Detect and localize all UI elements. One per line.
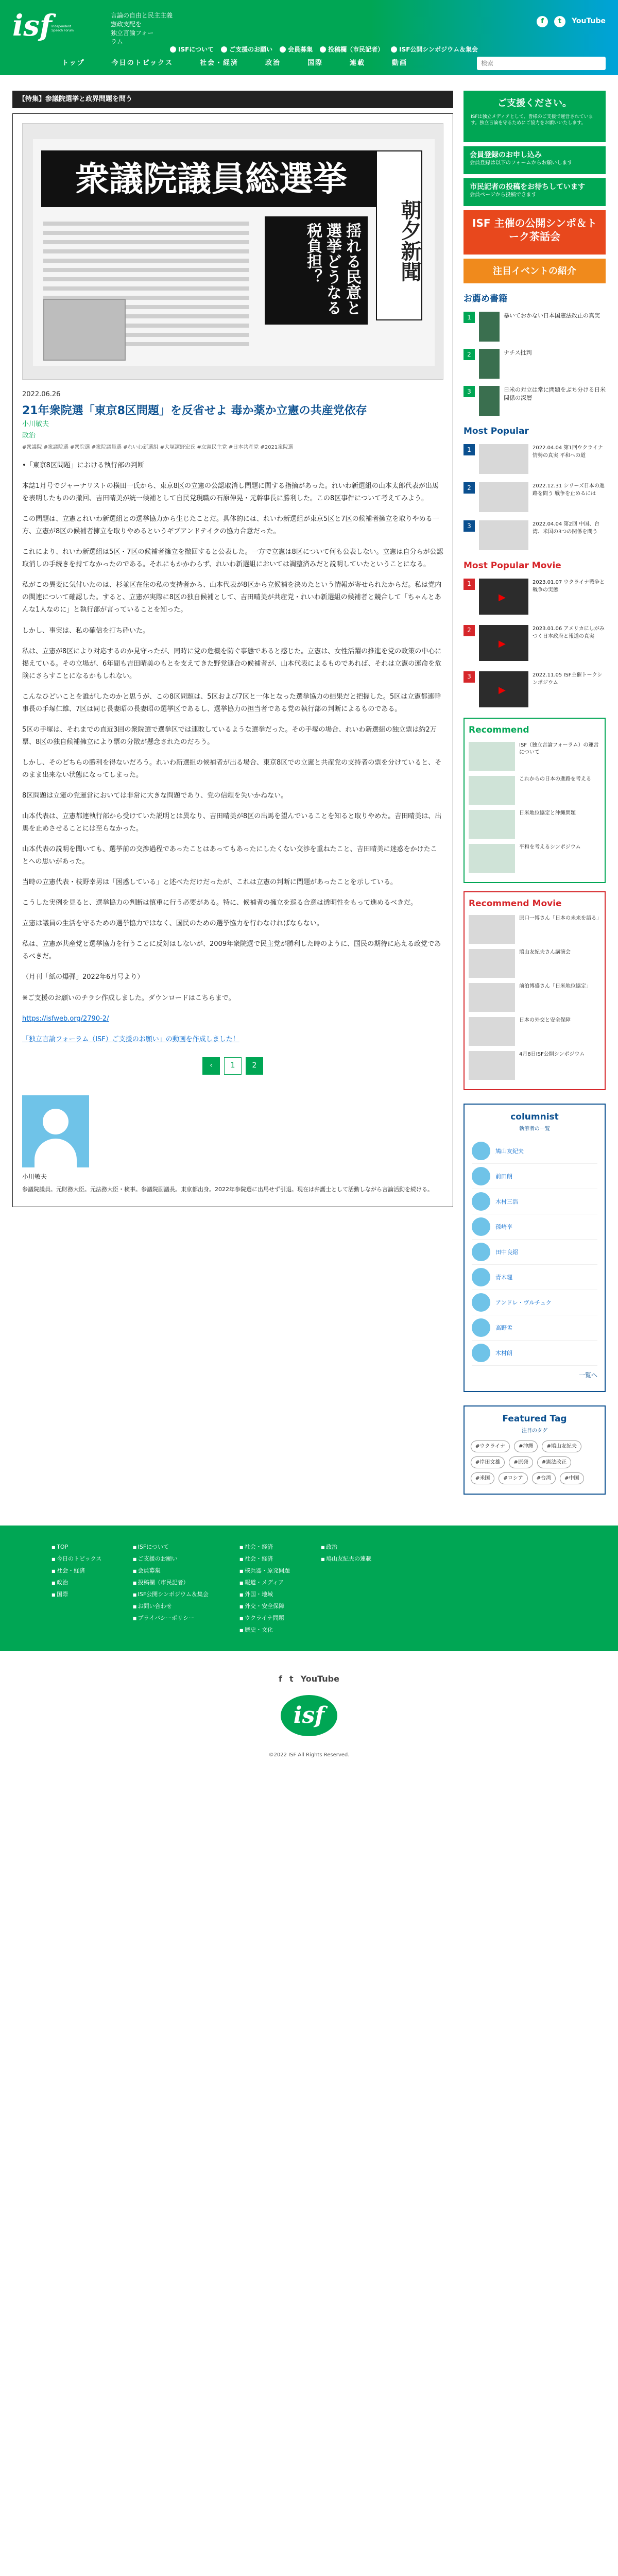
article <box>12 113 453 1207</box>
play-icon <box>479 579 528 615</box>
footer-link[interactable]: ■ 政治 <box>321 1541 371 1553</box>
footer-link[interactable]: ■ 外交・安全保障 <box>239 1600 290 1612</box>
columnist-name: アンドレ・ヴルチェク <box>495 1299 552 1306</box>
member-banner[interactable] <box>464 146 606 174</box>
book-item[interactable] <box>464 349 606 379</box>
movie-thumb <box>469 983 515 1012</box>
columnist-item[interactable] <box>472 1164 597 1189</box>
columnist-item[interactable] <box>472 1189 597 1214</box>
popular-heading: Most Popular <box>464 426 529 436</box>
support-note: ※ご支援のお願いのチラシ作成しました。ダウンロードはこちらまで。 <box>22 994 235 1002</box>
footer-link[interactable]: ■ 報道・メディア <box>239 1577 290 1588</box>
recommend-thumb <box>469 742 515 771</box>
recommend-movie-item[interactable] <box>469 949 600 978</box>
youtube-icon[interactable]: YouTube <box>572 17 606 25</box>
book-title: 日米の対立は常に問題をぶち分ける日米関係の深層 <box>504 386 606 402</box>
nav-politics[interactable]: 政治 <box>265 59 281 67</box>
columnist-item[interactable] <box>472 1139 597 1164</box>
recommend-item[interactable] <box>469 742 600 771</box>
tag-chip[interactable]: #憲法改正 <box>537 1456 571 1468</box>
footer-link[interactable]: ■ プライバシーポリシー <box>133 1612 209 1624</box>
facebook-icon[interactable]: f <box>537 16 548 27</box>
recommend-movie-title: 原口一博さん「日本の未来を語る」 <box>519 916 602 922</box>
avatar <box>472 1344 490 1362</box>
hero-image <box>22 123 443 380</box>
article-date: 2022.06.26 <box>22 391 61 399</box>
logo-text: isf <box>12 9 52 43</box>
recommend-title: 平和を考えるシンポジウム <box>519 844 581 850</box>
paragraph: 当時の立憲代表・枝野幸男は「困惑している」と述べただけだったが、これは立憲の判断に問題があったことを示している。 <box>22 878 397 887</box>
avatar <box>472 1268 490 1286</box>
tag-chip[interactable]: #原発 <box>509 1456 533 1468</box>
twitter-icon[interactable]: t <box>289 1673 294 1684</box>
footer-bottom <box>0 1651 618 1751</box>
footer-link[interactable]: ■ ご支援のお願い <box>133 1553 209 1565</box>
paragraph: こんなひどいことを誰がしたのかと思うが、この8区問題は、5区および7区と一体となった選挙協力の結果だと把握した。5区は立憲都連幹事長の手塚仁雄、7区は同じ長妻昭の長妻昭の選挙区であるし、選挙協力の担当者である党の執行部の判断によるものである。 <box>22 692 441 713</box>
book-title: ナチス批判 <box>504 349 532 356</box>
recommend-box <box>464 718 606 883</box>
tag-chip[interactable]: #ウクライナ <box>471 1440 510 1452</box>
main-column <box>12 91 453 1495</box>
site-description <box>111 11 173 46</box>
play-icon <box>479 671 528 707</box>
site-line: ラム <box>111 38 123 45</box>
recommend-title: ISF（独立言論フォーラム）の運営について <box>519 742 599 756</box>
footer-column-4 <box>321 1541 371 1636</box>
footer-column-1 <box>52 1541 102 1636</box>
rank-badge: 2 <box>464 482 475 494</box>
member-banner-sub: 会員登録は以下のフォームからお願いします <box>470 160 573 166</box>
rank-badge: 1 <box>464 444 475 455</box>
nav-international[interactable]: 国際 <box>307 59 323 67</box>
youtube-icon[interactable]: YouTube <box>300 1673 339 1684</box>
paragraph: 私がこの異変に気付いたのは、杉並区在住の私の支持者から、山本代表が8区から立候補を決めたという情報が寄せられたからだ。私は党内の関連について確認した。すると、立憲が実際に8区の独自候補として、吉田晴美が共産党・れいわ新選組の候補者と競合して「ちゃんとあんな1人なのに」と執行部が言っていることを知った。 <box>22 581 442 614</box>
recommend-item[interactable] <box>469 776 600 805</box>
movie-item[interactable] <box>464 625 606 661</box>
columnist-item[interactable] <box>472 1315 597 1341</box>
recommend-item[interactable] <box>469 810 600 839</box>
popular-title: 2022.04.04 第2回 中国、台湾、米国の3つの関係を問う <box>533 521 599 535</box>
nav-society[interactable]: 社会・経済 <box>199 59 238 67</box>
support-banner[interactable] <box>464 91 606 142</box>
footer-link[interactable]: ■ 歴史・文化 <box>239 1624 290 1636</box>
footer-link[interactable]: ■ 社会・経済 <box>52 1565 102 1577</box>
popular-title: 2022.04.04 第1回ウクライナ情勢の真実 平和への道 <box>533 445 603 459</box>
recommend-movie-title: 日本の外交と安全保障 <box>519 1018 571 1024</box>
movie-heading: Most Popular Movie <box>464 560 561 571</box>
avatar <box>472 1142 490 1160</box>
author-avatar <box>22 1095 89 1167</box>
columnist-name: 鳩山友紀夫 <box>495 1147 524 1155</box>
popular-thumb <box>479 444 528 474</box>
citizen-banner-head: 市民記者の投稿をお待ちしています <box>470 183 585 191</box>
avatar <box>472 1243 490 1261</box>
paragraph: しかし、そのどちらの勝利を得ないだろう。れいわ新選組の候補者が出る場合、東京8区での立憲と共産党の支持者の票を分けていると、そのまま出来ない状態になってしまった。 <box>22 758 442 779</box>
footer-link[interactable]: ■ ISFについて <box>133 1541 209 1553</box>
hero-side-headline: 揺れる民意と選挙どうなる税負担？ <box>265 216 368 325</box>
featured-tag-subheading: 注目のタグ <box>522 1428 547 1434</box>
rank-badge: 2 <box>464 349 475 360</box>
paragraph: こうした実例を見ると、選挙協力の判断は慎重に行う必要がある。特に、候補者の擁立を巡る合意は透明性をもって進めるべきだ。 <box>22 899 418 907</box>
support-banner-text: ISFは独立メディアとして、皆様のご支援で運営されています。独立言論を守るためにご協力をお願いいたします。 <box>471 114 593 126</box>
pager-page-2[interactable]: 2 <box>246 1057 263 1075</box>
recommend-movie-item[interactable] <box>469 1051 600 1080</box>
page-body <box>0 75 618 1495</box>
columnist-heading: columnist <box>510 1112 559 1123</box>
article-tags[interactable]: #衆議院 #衆議院選 #衆院選 #衆院議員選 #れいわ新選組 #大塚潔野宏氏 #立憲民主党 #日本共産党 #2021衆院選 <box>22 445 294 451</box>
movie-thumb <box>469 949 515 978</box>
utility-link-member[interactable] <box>280 44 313 55</box>
recommend-title: 日米地位協定と沖縄問題 <box>519 810 576 816</box>
utility-link-label: 会員募集 <box>288 46 313 53</box>
symposium-banner[interactable]: ISF 主催の公開シンポ＆トーク茶話会 <box>464 210 606 255</box>
footer-link[interactable]: ■ 国際 <box>52 1588 102 1600</box>
recommend-movie-box <box>464 891 606 1091</box>
utility-nav <box>170 44 478 55</box>
popular-item[interactable] <box>464 520 606 550</box>
paragraph: これにより、れいわ新選組は5区・7区の候補者擁立を撤回すると公表した。一方で立憲は8区について何も公表しない。立憲は自分らが公認取消しの手続きを持てなかったのである。それにもかかわらず、れいわ新選組においては調整済みだと説明していたということになる。 <box>22 548 443 569</box>
movie-thumb <box>469 1017 515 1046</box>
tag-chip[interactable]: #ロシア <box>499 1472 527 1484</box>
book-title: 暴いておかない日本国憲法改正の真実 <box>504 312 600 319</box>
columnist-item[interactable] <box>472 1265 597 1290</box>
columnist-name: 前田朗 <box>495 1173 512 1180</box>
columnist-name: 木村三浩 <box>495 1198 518 1205</box>
avatar <box>472 1318 490 1337</box>
paragraph: 私は、立憲が共産党と選挙協力を行うことに反対はしないが、2009年衆院選で民主党が勝利した時のように、国民の期待に応える政党であるべきだ。 <box>22 940 441 961</box>
nav-video[interactable]: 動画 <box>392 59 408 67</box>
book-item[interactable] <box>464 312 606 342</box>
bullet-icon <box>221 46 227 53</box>
hero-masthead: 朝夕新聞 <box>376 150 422 320</box>
support-link[interactable]: https://isfweb.org/2790-2/ <box>22 1014 109 1023</box>
bullet-icon <box>170 46 176 53</box>
books-heading: お薦め書籍 <box>464 294 507 304</box>
bullet-icon <box>280 46 286 53</box>
avatar <box>472 1293 490 1312</box>
citizen-banner-sub: 会員ページから投稿できます <box>470 192 537 198</box>
movie-item[interactable] <box>464 579 606 615</box>
columnist-name: 木村朗 <box>495 1349 512 1357</box>
paragraph: 立憲は議員の生活を守るための選挙協力ではなく、国民のための選挙協力を行わなければならない。 <box>22 920 323 928</box>
author-name: 小川敏夫 <box>22 1173 47 1180</box>
columnist-subheading: 執筆者の一覧 <box>519 1126 550 1132</box>
article-title: 21年衆院選「東京8区問題」を反省せよ 毒か薬か立憲の共産党依存 <box>22 404 367 418</box>
avatar <box>472 1217 490 1236</box>
recommend-thumb <box>469 776 515 805</box>
columnist-item[interactable] <box>472 1214 597 1240</box>
recommend-thumb <box>469 810 515 839</box>
paragraph: 5区の手塚は、それまでの直近3回の衆院選で選挙区では連敗しているような選挙だった。その手塚の場合、れいわ新選組の独立票は約2万票、8区の独自候補擁立により票の分散が懸念されたのだろう。 <box>22 725 437 746</box>
play-icon <box>479 625 528 661</box>
tag-chip[interactable]: #鳩山友紀夫 <box>542 1440 581 1452</box>
logo-subtitle: Independent Speech Forum <box>52 25 74 32</box>
recommend-movie-heading: Recommend Movie <box>469 898 562 909</box>
footer-link[interactable]: ■ ウクライナ問題 <box>239 1612 290 1624</box>
book-cover <box>479 312 500 342</box>
columnist-name: 田中良紹 <box>495 1248 518 1256</box>
recommend-title: これからの日本の進路を考える <box>519 776 591 782</box>
paragraph: •「東京8区問題」における執行部の判断 <box>22 462 144 470</box>
copyright: ©2022 ISF All Rights Reserved. <box>268 1752 350 1758</box>
columnist-item[interactable] <box>472 1240 597 1265</box>
site-line: 憲政支配を <box>111 21 142 28</box>
member-banner-head: 会員登録のお申し込み <box>470 151 542 159</box>
tag-list <box>471 1440 598 1484</box>
utility-link-about[interactable] <box>170 44 214 55</box>
site-line: 独立言論フォー <box>111 29 154 37</box>
footer-link[interactable]: ■ 社会・経済 <box>239 1553 290 1565</box>
site-header <box>0 0 618 75</box>
columnist-name: 青木理 <box>495 1274 512 1281</box>
support-banner-head: ご支援ください。 <box>497 98 572 109</box>
footer-link[interactable]: ■ TOP <box>52 1541 102 1553</box>
recommend-movie-title: 前泊博盛さん「日米地位協定」 <box>519 984 591 990</box>
author-link[interactable]: 小川敏夫 <box>22 420 49 428</box>
footer-link[interactable]: ■ 社会・経済 <box>239 1541 290 1553</box>
recommend-heading: Recommend <box>469 724 529 735</box>
rank-badge: 1 <box>464 312 475 323</box>
main-nav <box>62 58 407 69</box>
nav-topics[interactable]: 今日のトピックス <box>111 59 173 67</box>
paragraph: 山本代表は、立憲都連執行部から受けていた説明とは異なり、吉田晴美が8区の出馬を望んでいることを知ると取りやめた。吉田晴美は、出馬を止めさせることには至らなかった。 <box>22 812 442 833</box>
rank-badge: 3 <box>464 520 475 532</box>
columnist-name: 高野孟 <box>495 1324 512 1331</box>
footer-link[interactable]: ■ 核兵器・原発問題 <box>239 1565 290 1577</box>
utility-link-symposium[interactable] <box>391 44 478 55</box>
paragraph: しかし、事実は、私の確信を打ち砕いた。 <box>22 626 150 635</box>
tag-chip[interactable]: #米国 <box>471 1472 494 1484</box>
paragraph: （月刊「紙の爆弾」2022年6月号より） <box>22 973 144 981</box>
footer-link[interactable]: ■ ISF公開シンポジウム＆集会 <box>133 1588 209 1600</box>
header-social <box>537 15 606 28</box>
event-banner[interactable]: 注目イベントの紹介 <box>464 259 606 283</box>
columnist-item[interactable] <box>472 1290 597 1315</box>
paragraph: 本誌1月号でジャーナリストの横田一氏から、東京8区の立憲の公認取消し問題に関する指摘があった。れいわ新選組の山本太郎代表が出馬を表明したものの撤回、吉田晴美が統一候補として自民党現職の石原伸晃・元幹事長に勝利した。この8区事件について考えてみよう。 <box>22 482 439 503</box>
book-cover <box>479 349 500 379</box>
tag-chip[interactable]: #沖縄 <box>514 1440 538 1452</box>
footer-link[interactable]: ■ 今日のトピックス <box>52 1553 102 1565</box>
columnist-more-link[interactable]: 一覧へ <box>578 1371 597 1379</box>
hero-photo <box>43 299 126 361</box>
book-item[interactable] <box>464 386 606 416</box>
bullet-icon <box>391 46 397 53</box>
paragraph: この問題は、立憲とれいわ新選組との選挙協力から生じたことだ。具体的には、れいわ新選組が東京5区と7区の候補者擁立を取りやめる一方、立憲が8区の候補者擁立を取りやめるというギブアンドテイクの協力合意だった。 <box>22 515 439 536</box>
columnist-box <box>464 1104 606 1392</box>
search-input[interactable] <box>477 57 606 70</box>
author-bio: 参議院議員。元財務大臣。元法務大臣・検事。参議院副議長。東京都出身。2022年参院選に出馬せず引退。現在は弁護士として活動しながら言論活動を続ける。 <box>22 1186 433 1193</box>
recommend-movie-item[interactable] <box>469 915 600 944</box>
footer-column-3 <box>239 1541 290 1636</box>
movie-item[interactable] <box>464 671 606 707</box>
footer-column-2 <box>133 1541 209 1636</box>
paragraph: 山本代表の説明を聞いても、選挙前の交渉過程であったことはあってもあったにしたくない交渉を重ねたこと、吉田晴美に迷惑をかけたことへの思いがあった。 <box>22 845 437 866</box>
popular-item[interactable] <box>464 444 606 474</box>
tag-chip[interactable]: #中国 <box>560 1472 583 1484</box>
footer-link[interactable]: ■ 会員募集 <box>133 1565 209 1577</box>
popular-item[interactable] <box>464 482 606 512</box>
footer-link[interactable]: ■ 政治 <box>52 1577 102 1588</box>
section-title[interactable]: 【特集】参議院選挙と政界問題を問う <box>12 91 453 108</box>
recommend-movie-item[interactable] <box>469 983 600 1012</box>
recommend-movie-title: 鳩山友紀夫さん講演会 <box>519 950 571 956</box>
rank-badge: 2 <box>464 625 475 636</box>
utility-link-label: ISF公開シンポジウム＆集会 <box>399 46 478 53</box>
utility-link-label: ご支援のお願い <box>229 46 273 53</box>
recommend-thumb <box>469 844 515 873</box>
hero-headline: 衆議院議員総選挙 <box>41 150 381 207</box>
utility-link-label: 投稿欄（市民記者） <box>328 46 384 53</box>
book-cover <box>479 386 500 416</box>
utility-link-support[interactable] <box>221 44 272 55</box>
recommend-movie-item[interactable] <box>469 1017 600 1046</box>
footer-social <box>0 1672 618 1686</box>
site-logo[interactable] <box>12 9 74 46</box>
featured-tag-heading: Featured Tag <box>502 1413 567 1424</box>
rank-badge: 3 <box>464 386 475 397</box>
author-box <box>22 1095 443 1194</box>
search-placeholder: 検索 <box>481 59 494 67</box>
columnist-name: 孫崎享 <box>495 1223 512 1230</box>
utility-link-label: ISFについて <box>178 46 214 53</box>
nav-top[interactable]: トップ <box>62 59 85 67</box>
columnist-item[interactable] <box>472 1341 597 1366</box>
movie-title: 2022.11.05 ISF主催トークシンポジウム <box>533 672 603 686</box>
support-video-link[interactable]: 「独立言論フォーラム（ISF）ご支援のお願い」の動画を作成しました！ <box>22 1035 239 1043</box>
movie-title: 2023.01.06 アメリカにしがみつく日本政府と報道の真実 <box>533 625 605 639</box>
footer-logo[interactable]: isf <box>281 1695 337 1736</box>
pagination <box>22 1057 443 1075</box>
footer-link[interactable]: ■ 外国・地域 <box>239 1588 290 1600</box>
site-footer <box>0 1526 618 1651</box>
twitter-icon[interactable]: t <box>554 16 565 27</box>
facebook-icon[interactable]: f <box>279 1673 282 1684</box>
popular-thumb <box>479 482 528 512</box>
category-link[interactable]: 政治 <box>22 431 36 439</box>
footer-link[interactable]: ■ お問い合わせ <box>133 1600 209 1612</box>
avatar <box>472 1167 490 1185</box>
pager-prev-button[interactable]: ‹ <box>202 1057 220 1075</box>
movie-title: 2023.01.07 ウクライナ戦争と戦争の実態 <box>533 579 605 593</box>
tag-chip[interactable]: #台湾 <box>532 1472 556 1484</box>
paragraph: 8区問題は立憲の党運営においては非常に大きな問題であり、党の信頼を失いかねない。 <box>22 792 288 800</box>
footer-link[interactable]: ■ 鳩山友紀夫の連載 <box>321 1553 371 1565</box>
paragraph: 私は、立憲が8区により対応するのか見守ったが、同時に党の危機を防ぐ事態であると感じた。立憲は、女性活躍の推進を党の政策の中心に掲えている。その立場が、6年間も吉田晴美のもとを支えてきた野党連合の候補者が、山本代表によるものであれば、それは立憲の運命を危険にさらすことになるかもしれない。 <box>22 647 442 680</box>
utility-link-post[interactable] <box>320 44 384 55</box>
bullet-icon <box>320 46 326 53</box>
site-line: 言論の自由と民主主義 <box>111 12 173 19</box>
citizen-banner[interactable] <box>464 178 606 206</box>
nav-series[interactable]: 連載 <box>350 59 366 67</box>
movie-thumb <box>469 1051 515 1080</box>
featured-tag-box <box>464 1405 606 1495</box>
pager-page-1[interactable]: 1 <box>224 1057 242 1075</box>
article-body <box>22 460 443 1046</box>
popular-thumb <box>479 520 528 550</box>
tag-chip[interactable]: #岸田文雄 <box>471 1456 505 1468</box>
rank-badge: 1 <box>464 579 475 590</box>
footer-link[interactable]: ■ 投稿欄（市民記者） <box>133 1577 209 1588</box>
rank-badge: 3 <box>464 671 475 683</box>
recommend-movie-title: 4月8日ISF公開シンポジウム <box>519 1052 585 1058</box>
recommend-item[interactable] <box>469 844 600 873</box>
avatar <box>472 1192 490 1211</box>
sidebar <box>464 91 606 1495</box>
popular-title: 2022.12.31 シリーズ日本の進路を問う 戦争を止めるには <box>533 483 605 497</box>
movie-thumb <box>469 915 515 944</box>
